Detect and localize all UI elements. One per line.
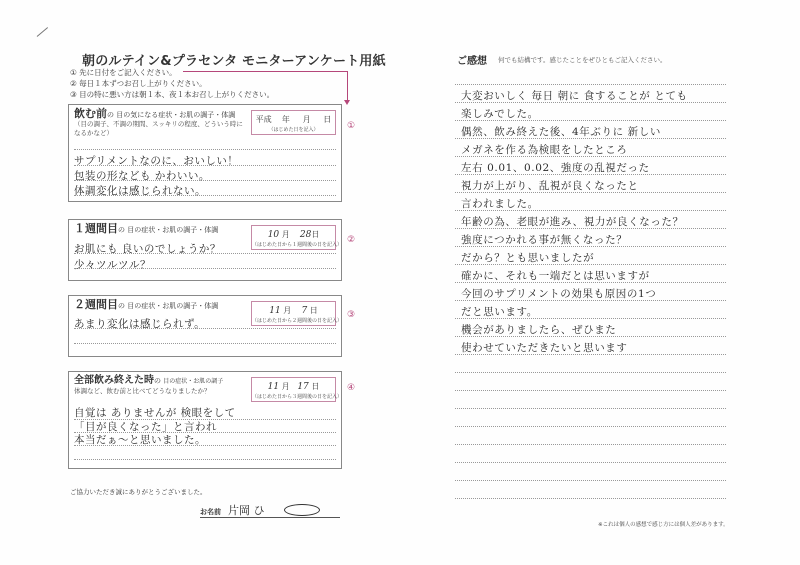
answer-text: 体調変化は感じられない。 bbox=[74, 185, 206, 197]
section-heading: １週間目の 目の症状・お肌の調子・体調 bbox=[74, 222, 219, 235]
feedback-line: だから？とも思いましたが bbox=[461, 252, 595, 264]
feedback-line: 機会がありましたら、ぜひまた bbox=[461, 324, 617, 336]
name-label: お名前 bbox=[200, 508, 221, 516]
thanks-message: ご協力いただき誠にありがとうございました。 bbox=[70, 488, 207, 496]
section-heading: 飲む前の 目の気になる症状・お肌の調子・体調 （目の調子、不調の期間、スッキリの程度、どういう時になるかなど） bbox=[74, 107, 243, 137]
feedback-line: 偶然、飲み終えた後、4年ぶりに 新しい bbox=[461, 126, 661, 138]
section-finished bbox=[68, 371, 342, 469]
date-box[interactable]: 10 月 28日 （はじめた日から１週間後の日を記入） bbox=[251, 225, 336, 250]
feedback-line: 左右 0.01、0.02、強度の乱視だった bbox=[461, 162, 650, 174]
date-box[interactable]: 平成 年 月 日 （はじめた日を記入） bbox=[251, 110, 336, 135]
form-title: 朝のルテイン&プラセンタ モニターアンケート用紙 bbox=[82, 54, 386, 69]
answer-text: 少々ツルツル？ bbox=[74, 259, 151, 271]
feedback-area[interactable] bbox=[455, 84, 726, 524]
feedback-line: 今回のサプリメントの効果も原因の1つ bbox=[461, 288, 657, 300]
step-number: ④ bbox=[347, 383, 356, 393]
step-number: ① bbox=[347, 121, 356, 131]
arrow-down-icon bbox=[344, 100, 350, 105]
instruction-item: ② 毎日１本ずつお召し上がりください。 bbox=[70, 79, 207, 88]
section-week-2 bbox=[68, 295, 342, 357]
feedback-line: 大変おいしく 毎日 朝に 食することが とても bbox=[461, 90, 688, 102]
answer-text: お肌にも 良いのでしょうか？ bbox=[74, 243, 221, 255]
feedback-line: 年齢の為、老眼が進み、視力が良くなった？ bbox=[461, 216, 684, 228]
feedback-line: 使わせていただきたいと思います bbox=[461, 342, 628, 354]
feedback-line: 確かに、それも一端だとは思いますが bbox=[461, 270, 650, 282]
instruction-item: ① 先に日付をご記入ください。 bbox=[70, 68, 177, 77]
name-field[interactable] bbox=[200, 502, 340, 518]
connector-line bbox=[347, 71, 348, 102]
feedback-subtitle: 何でも結構です。感じたことをぜひともご記入ください。 bbox=[498, 56, 667, 64]
answer-text: 包装の形なども かわいい。 bbox=[74, 170, 210, 182]
feedback-line: 楽しみでした。 bbox=[461, 108, 539, 120]
section-week-1 bbox=[68, 219, 342, 281]
scan-mark bbox=[37, 27, 48, 37]
step-number: ③ bbox=[347, 310, 356, 320]
name-value: 片岡 ひ bbox=[228, 504, 265, 517]
redaction-oval bbox=[284, 504, 320, 516]
date-box[interactable]: 11 月 17 日 （はじめた日から３週間後の日を記入） bbox=[251, 377, 336, 402]
feedback-line: メガネを作る為検眼をしたところ bbox=[461, 144, 628, 156]
date-box[interactable]: 11 月 7 日 （はじめた日から２週間後の日を記入） bbox=[251, 301, 336, 326]
step-number: ② bbox=[347, 235, 356, 245]
answer-text: サプリメントなのに、おいしい！ bbox=[74, 155, 239, 167]
disclaimer: ※これは個人の感想で感じ方には個人差があります。 bbox=[598, 522, 729, 528]
instruction-item: ③ 目の特に悪い方は朝１本、夜１本お召し上がりください。 bbox=[70, 90, 275, 99]
section-before bbox=[68, 104, 342, 202]
feedback-line: だと思います。 bbox=[461, 306, 538, 318]
answer-text: あまり変化は感じられず。 bbox=[74, 318, 206, 330]
answer-text: 「目が良くなった」と言われ bbox=[74, 421, 217, 433]
connector-line bbox=[183, 71, 348, 72]
feedback-line: 言われました。 bbox=[461, 198, 539, 210]
feedback-line: 強度につかれる事が無くなった？ bbox=[461, 234, 628, 246]
answer-text: 本当だぁ〜と思いました。 bbox=[74, 434, 206, 446]
section-heading: ２週間目の 目の症状・お肌の調子・体調 bbox=[74, 298, 219, 311]
feedback-line: 視力が上がり、乱視が良くなったと bbox=[461, 180, 639, 192]
feedback-title: ご感想 bbox=[457, 56, 487, 67]
answer-text: 自覚は ありませんが 検眼をして bbox=[74, 407, 236, 419]
section-heading: 全部飲み終えた時の 目の症状・お肌の調子 体調など、飲む前と比べてどうなりましたか？ bbox=[74, 375, 224, 395]
